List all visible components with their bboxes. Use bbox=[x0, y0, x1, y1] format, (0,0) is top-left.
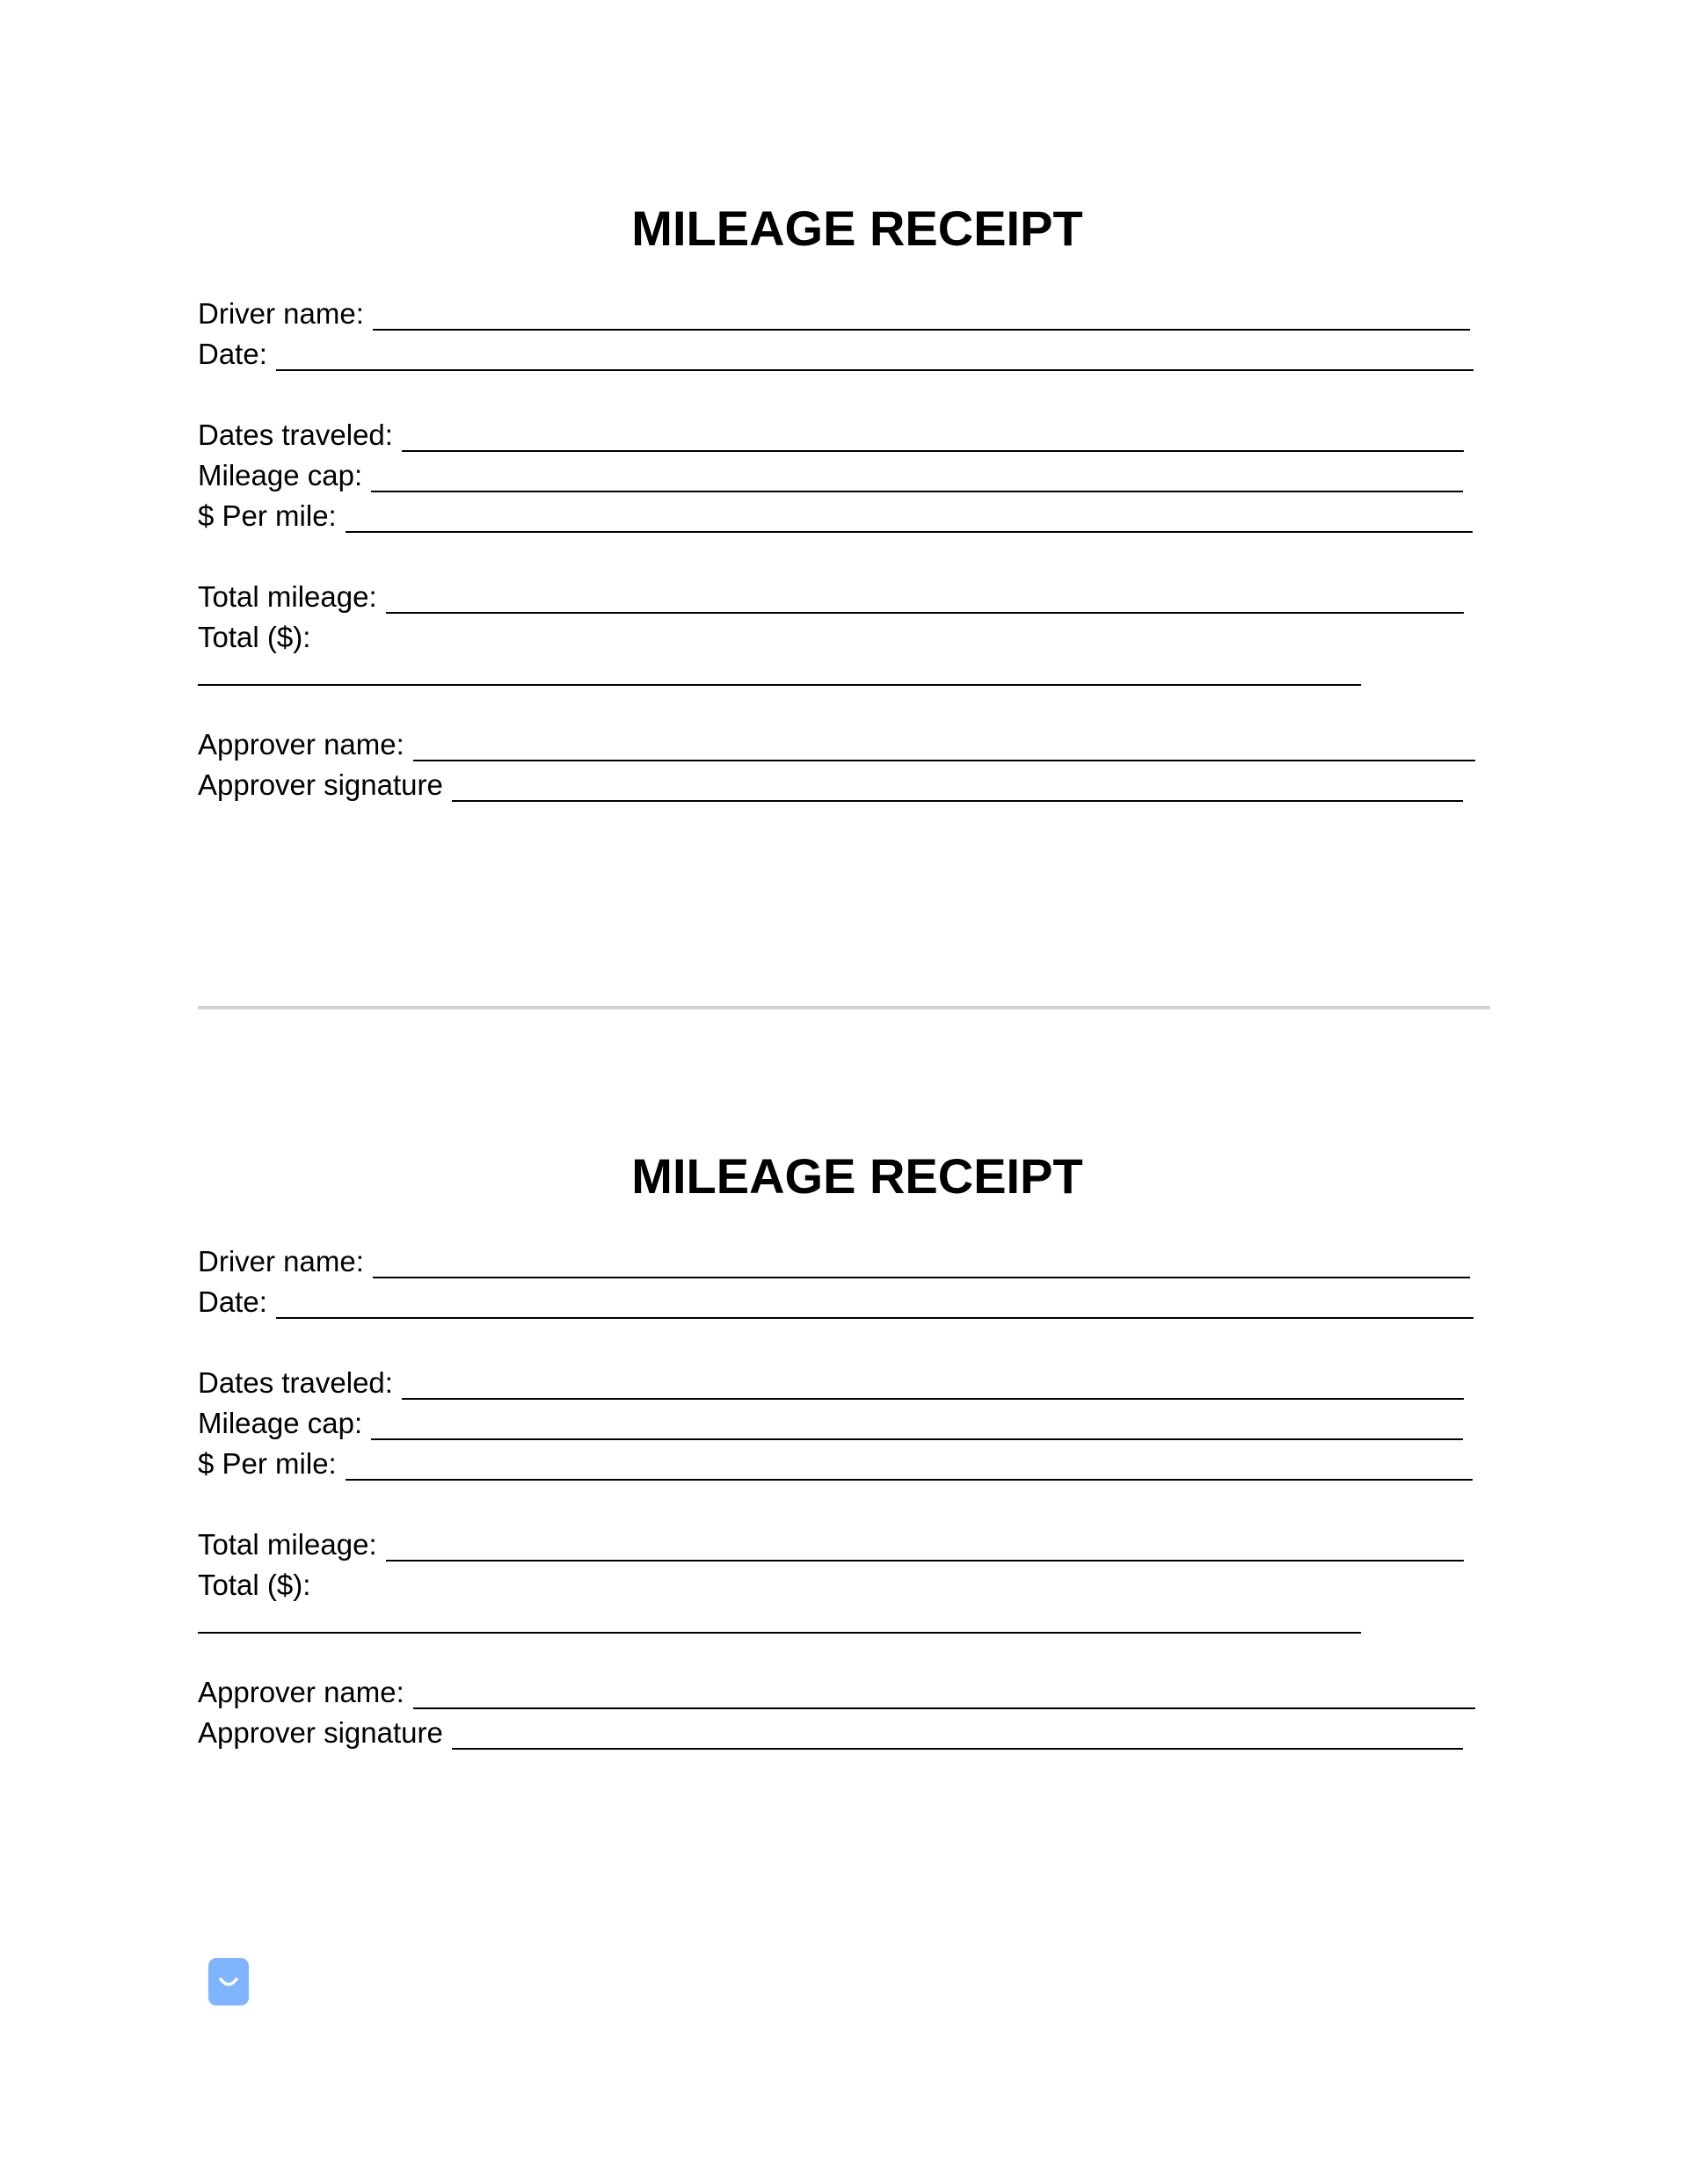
driver-name-row bbox=[198, 1241, 1490, 1282]
mileage-cap-blank[interactable] bbox=[371, 1403, 1463, 1440]
driver-name-label: Driver name: bbox=[198, 1245, 364, 1278]
total-mileage-blank[interactable] bbox=[386, 577, 1464, 614]
driver-name-blank[interactable] bbox=[373, 294, 1470, 331]
date-blank[interactable] bbox=[276, 1282, 1473, 1319]
receipt-title: MILEAGE RECEIPT bbox=[631, 200, 1083, 256]
total-mileage-row bbox=[198, 1525, 1490, 1565]
mileage-cap-blank[interactable] bbox=[371, 455, 1463, 492]
total-dollars-blank[interactable] bbox=[198, 1605, 1361, 1634]
approver-name-label: Approver name: bbox=[198, 1676, 404, 1708]
approver-signature-row bbox=[198, 765, 1490, 805]
mileage-cap-label: Mileage cap: bbox=[198, 1407, 363, 1439]
mileage-cap-row bbox=[198, 455, 1490, 496]
approver-name-blank[interactable] bbox=[413, 724, 1475, 761]
total-dollars-block bbox=[198, 1565, 1490, 1634]
total-mileage-blank[interactable] bbox=[386, 1525, 1464, 1562]
total-mileage-label: Total mileage: bbox=[198, 580, 377, 613]
dates-traveled-blank[interactable] bbox=[402, 1363, 1464, 1400]
mileage-cap-row bbox=[198, 1403, 1490, 1444]
total-dollars-block bbox=[198, 617, 1490, 686]
dates-traveled-blank[interactable] bbox=[402, 415, 1464, 452]
approver-name-row bbox=[198, 1672, 1490, 1713]
dates-traveled-row bbox=[198, 1363, 1490, 1403]
dates-traveled-row bbox=[198, 415, 1490, 455]
date-label: Date: bbox=[198, 338, 267, 370]
per-mile-blank[interactable] bbox=[346, 1444, 1473, 1481]
cut-line-divider bbox=[198, 1006, 1490, 1009]
receipt-form-1 bbox=[198, 186, 1490, 805]
driver-name-row bbox=[198, 294, 1490, 334]
per-mile-label: $ Per mile: bbox=[198, 1447, 337, 1480]
approver-signature-blank[interactable] bbox=[452, 765, 1463, 802]
driver-name-blank[interactable] bbox=[373, 1241, 1470, 1278]
approver-name-label: Approver name: bbox=[198, 728, 404, 761]
total-dollars-label: Total ($): bbox=[198, 1569, 311, 1601]
total-mileage-label: Total mileage: bbox=[198, 1528, 377, 1561]
date-row bbox=[198, 1282, 1490, 1322]
receipt-title: MILEAGE RECEIPT bbox=[631, 1148, 1083, 1204]
dates-traveled-label: Dates traveled: bbox=[198, 419, 393, 451]
date-label: Date: bbox=[198, 1285, 267, 1318]
approver-signature-blank[interactable] bbox=[452, 1713, 1463, 1750]
receipt-form-2 bbox=[198, 1134, 1490, 1753]
approver-signature-row bbox=[198, 1713, 1490, 1753]
approver-signature-label: Approver signature bbox=[198, 1716, 443, 1749]
mileage-cap-label: Mileage cap: bbox=[198, 459, 363, 491]
date-blank[interactable] bbox=[276, 334, 1473, 371]
approver-name-blank[interactable] bbox=[413, 1672, 1475, 1709]
driver-name-label: Driver name: bbox=[198, 297, 364, 330]
per-mile-blank[interactable] bbox=[346, 496, 1473, 533]
total-mileage-row bbox=[198, 577, 1490, 617]
per-mile-label: $ Per mile: bbox=[198, 499, 337, 532]
dates-traveled-label: Dates traveled: bbox=[198, 1366, 393, 1399]
total-dollars-label: Total ($): bbox=[198, 621, 311, 653]
per-mile-row bbox=[198, 1444, 1490, 1484]
total-dollars-blank[interactable] bbox=[198, 658, 1361, 686]
per-mile-row bbox=[198, 496, 1490, 536]
smile-logo-icon bbox=[208, 1958, 249, 2006]
date-row bbox=[198, 334, 1490, 375]
approver-name-row bbox=[198, 724, 1490, 765]
approver-signature-label: Approver signature bbox=[198, 768, 443, 801]
